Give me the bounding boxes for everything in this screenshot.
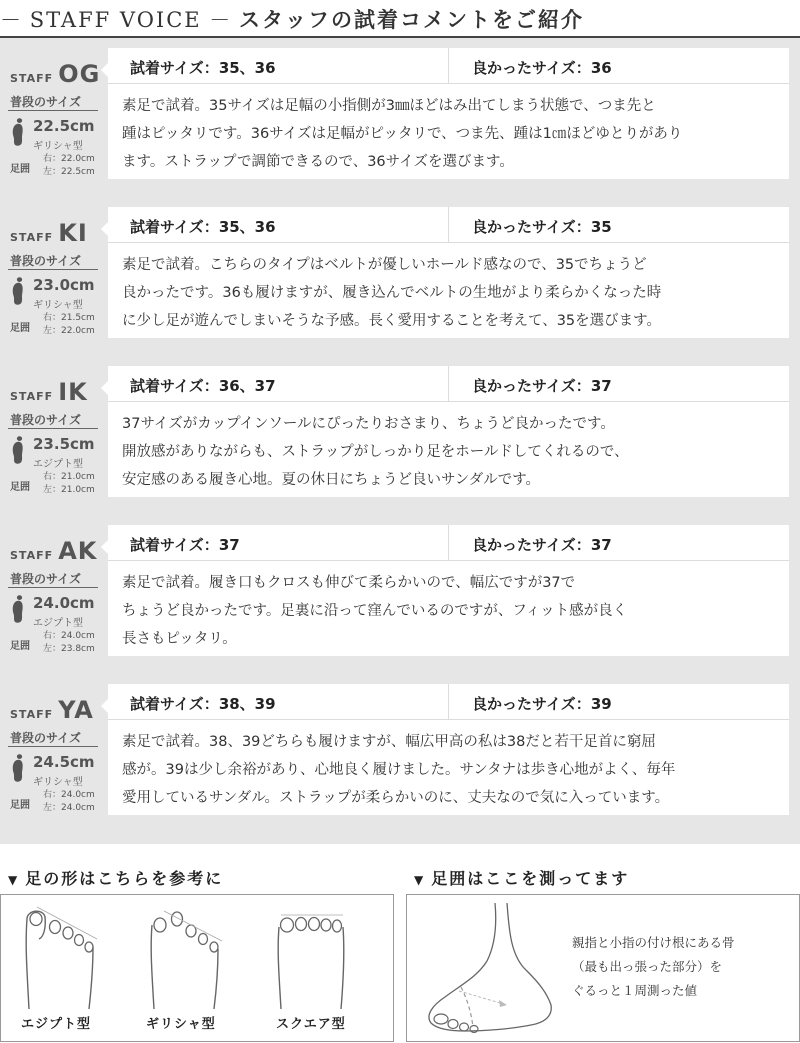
- tried-size: [130, 216, 276, 237]
- tried-size-value: 37: [218, 536, 240, 554]
- comment-line: 良かったです。36も履けますが、履き込んでベルトの生地がより柔らかくなった時: [122, 285, 662, 301]
- footprint-icon: [11, 118, 25, 146]
- circumference-right: 右：21.0cm: [43, 472, 95, 482]
- foot-egyptian-label: エジプト型: [21, 1017, 92, 1032]
- good-size-label: 良かったサイズ：: [472, 695, 591, 713]
- staff-name: [10, 219, 88, 247]
- measure-guide: [406, 866, 800, 1043]
- header-divider: [448, 525, 449, 561]
- header-divider: [448, 207, 449, 243]
- good-size-value: 39: [590, 695, 612, 713]
- comment-line: ちょうど良かったです。足裏に沿って窪んでいるのですが、フィット感が良く: [122, 603, 628, 619]
- header-divider: [448, 366, 449, 402]
- card-header: [108, 207, 789, 243]
- comment-line: ます。ストラップで調節できるので、36サイズを選びます。: [122, 154, 514, 170]
- staff-entry-ki: [0, 197, 800, 338]
- header-divider: [448, 48, 449, 84]
- comment-line: 感が。39は少し余裕があり、心地良く履けました。サンタナは歩き心地がよく、毎年: [122, 762, 676, 778]
- staff-profile: [0, 197, 108, 338]
- greek-foot-icon: [144, 905, 224, 1009]
- comment-line: 37サイズがカップインソールにぴったりおさまり、ちょうど良かったです。: [122, 416, 615, 432]
- circumference-left: 左：21.0cm: [43, 485, 95, 495]
- foot-type-value: エジプト型: [33, 459, 83, 470]
- foot-type-value: エジプト型: [33, 618, 83, 629]
- good-size-value: 36: [590, 59, 612, 77]
- good-size-value: 37: [590, 377, 612, 395]
- good-size-value: 35: [590, 218, 612, 236]
- usual-size-label: 普段のサイズ: [10, 95, 82, 109]
- staff-initials: AK: [58, 537, 98, 565]
- staff-profile: [0, 515, 108, 656]
- staff-initials: KI: [58, 219, 88, 247]
- tried-size-label: 試着サイズ：: [130, 59, 219, 77]
- tried-size-value: 35、36: [218, 59, 276, 77]
- tried-size-label: 試着サイズ：: [130, 536, 219, 554]
- tried-size: [130, 375, 276, 396]
- tried-size-label: 試着サイズ：: [130, 218, 219, 236]
- card-pointer: [101, 381, 108, 395]
- good-size: [472, 216, 612, 237]
- comment-card: [108, 684, 789, 815]
- foot-egyptian: [19, 905, 99, 1009]
- comment-line: 安定感のある履き心地。夏の休日にちょうど良いサンダルです。: [122, 472, 541, 488]
- good-size: [472, 693, 612, 714]
- foot-type-value: ギリシャ型: [33, 141, 83, 152]
- usual-size-label: 普段のサイズ: [10, 413, 82, 427]
- tried-size: [130, 534, 240, 555]
- usual-size-label: 普段のサイズ: [10, 731, 82, 745]
- page-title-en: STAFF VOICE: [29, 8, 202, 32]
- foot-greek: [144, 905, 224, 1009]
- card-header: [108, 684, 789, 720]
- foot-greek-label: ギリシャ型: [146, 1017, 216, 1032]
- card-pointer: [101, 222, 108, 236]
- comment-line: 素足で試着。38、39どちらも履けますが、幅広甲高の私は38だと若干足首に窮屈: [122, 734, 656, 750]
- card-header: [108, 48, 789, 84]
- comment-line: 素足で試着。こちらのタイプはベルトが優しいホールド感なので、35でちょうど: [122, 257, 647, 273]
- tried-size-label: 試着サイズ：: [130, 377, 219, 395]
- circumference-label: 足囲: [10, 641, 30, 652]
- measure-box: [406, 894, 800, 1042]
- staff-name: [10, 537, 97, 565]
- usual-size-rule: [8, 110, 98, 111]
- good-size: [472, 534, 612, 555]
- foot-square-label: スクエア型: [276, 1017, 346, 1032]
- foot-square: [271, 905, 351, 1009]
- comment-card: [108, 207, 789, 338]
- card-pointer: [101, 540, 108, 554]
- staff-profile: [0, 674, 108, 815]
- comment-line: 素足で試着。履き口もクロスも伸びて柔らかいので、幅広ですが37で: [122, 575, 576, 591]
- staff-label: STAFF: [10, 390, 54, 403]
- circumference-left: 左：23.8cm: [43, 644, 95, 654]
- tried-size-value: 36、37: [218, 377, 276, 395]
- tried-size-label: 試着サイズ：: [130, 695, 219, 713]
- card-pointer: [101, 699, 108, 713]
- usual-size-rule: [8, 746, 98, 747]
- comment-text: [122, 410, 782, 494]
- staff-name: [10, 378, 88, 406]
- comment-line: 開放感がありながらも、ストラップがしっかり足をホールドしてくれるので、: [122, 444, 629, 460]
- staff-label: STAFF: [10, 72, 54, 85]
- staff-initials: IK: [58, 378, 88, 406]
- tried-size-value: 38、39: [218, 695, 276, 713]
- footprint-icon: [11, 277, 25, 305]
- comment-text: [122, 569, 782, 653]
- good-size-value: 37: [590, 536, 612, 554]
- comment-card: [108, 525, 789, 656]
- usual-size-value: 23.0cm: [33, 276, 95, 294]
- usual-size-value: 23.5cm: [33, 435, 95, 453]
- staff-initials: OG: [58, 60, 101, 88]
- staff-name: [10, 60, 100, 88]
- comment-line: 長さもピッタリ。: [122, 631, 237, 647]
- good-size-label: 良かったサイズ：: [472, 218, 591, 236]
- measure-guide-title: ▼ 足囲はここを測ってます: [414, 869, 630, 888]
- circumference-left: 左：24.0cm: [43, 803, 95, 813]
- square-foot-icon: [271, 905, 351, 1009]
- card-pointer: [101, 63, 108, 77]
- staff-name: [10, 696, 94, 724]
- staff-label: STAFF: [10, 708, 54, 721]
- tried-size-value: 35、36: [218, 218, 276, 236]
- comment-text: [122, 92, 782, 176]
- card-header: [108, 366, 789, 402]
- foot-shape-box: [0, 894, 394, 1042]
- comment-card: [108, 48, 789, 179]
- page-title-jp: スタッフの試着コメントをご紹介: [238, 8, 584, 32]
- staff-label: STAFF: [10, 549, 54, 562]
- page-header: [0, 0, 800, 36]
- circumference-label: 足囲: [10, 800, 30, 811]
- footprint-icon: [11, 754, 25, 782]
- footprint-icon: [11, 595, 25, 623]
- foot-shape-guide: [0, 866, 394, 1043]
- usual-size-value: 24.5cm: [33, 753, 95, 771]
- comment-line: 素足で試着。35サイズは足幅の小指側が3㎜ほどはみ出てしまう状態で、つま先と: [122, 98, 656, 114]
- good-size: [472, 57, 612, 78]
- comment-line: 踵はピッタリです。36サイズは足幅がピッタリで、つま先、踵は1㎝ほどゆとりがあり: [122, 126, 683, 142]
- tried-size: [130, 693, 276, 714]
- foot-type-value: ギリシャ型: [33, 777, 83, 788]
- circumference-right: 右：24.0cm: [43, 631, 95, 641]
- circumference-left: 左：22.5cm: [43, 167, 95, 177]
- triangle-down-icon: ▼: [8, 873, 20, 887]
- foot-type-value: ギリシャ型: [33, 300, 83, 311]
- page-title: － STAFF VOICE － スタッフの試着コメントをご紹介: [0, 8, 584, 32]
- staff-entry-ak: [0, 515, 800, 656]
- comment-card: [108, 366, 789, 497]
- staff-initials: YA: [58, 696, 94, 724]
- tried-size: [130, 57, 276, 78]
- egyptian-foot-icon: [19, 905, 99, 1009]
- usual-size-label: 普段のサイズ: [10, 254, 82, 268]
- good-size: [472, 375, 612, 396]
- good-size-label: 良かったサイズ：: [472, 536, 591, 554]
- foot-shape-guide-title: ▼ 足の形はこちらを参考に: [8, 869, 224, 888]
- circumference-right: 右：22.0cm: [43, 154, 95, 164]
- staff-profile: [0, 356, 108, 497]
- usual-size-value: 24.0cm: [33, 594, 95, 612]
- circumference-right: 右：24.0cm: [43, 790, 95, 800]
- good-size-label: 良かったサイズ：: [472, 59, 591, 77]
- usual-size-rule: [8, 587, 98, 588]
- staff-entry-ya: [0, 674, 800, 815]
- header-divider: [448, 684, 449, 720]
- comment-text: [122, 728, 782, 812]
- usual-size-label: 普段のサイズ: [10, 572, 82, 586]
- staff-profile: [0, 38, 108, 179]
- circumference-right: 右：21.5cm: [43, 313, 95, 323]
- foot-side-illustration: [415, 901, 565, 1037]
- comment-text: [122, 251, 782, 335]
- staff-entry-ik: [0, 356, 800, 497]
- good-size-label: 良かったサイズ：: [472, 377, 591, 395]
- usual-size-rule: [8, 428, 98, 429]
- circumference-left: 左：22.0cm: [43, 326, 95, 336]
- triangle-down-icon: ▼: [414, 873, 426, 887]
- footprint-icon: [11, 436, 25, 464]
- circumference-label: 足囲: [10, 323, 30, 334]
- comment-line: 愛用しているサンダル。ストラップが柔らかいのに、丈夫なので気に入っています。: [122, 790, 670, 806]
- usual-size-rule: [8, 269, 98, 270]
- staff-label: STAFF: [10, 231, 54, 244]
- comment-line: に少し足が遊んでしまいそうな予感。長く愛用することを考えて、35を選びます。: [122, 313, 661, 329]
- staff-entry-og: [0, 38, 800, 179]
- circumference-label: 足囲: [10, 164, 30, 175]
- circumference-label: 足囲: [10, 482, 30, 493]
- staff-voice-panel: [0, 38, 800, 844]
- card-header: [108, 525, 789, 561]
- usual-size-value: 22.5cm: [33, 117, 95, 135]
- measure-description: 親指と小指の付け根にある骨 （最も出っ張った部分）を ぐるっと１周測った値: [572, 935, 735, 998]
